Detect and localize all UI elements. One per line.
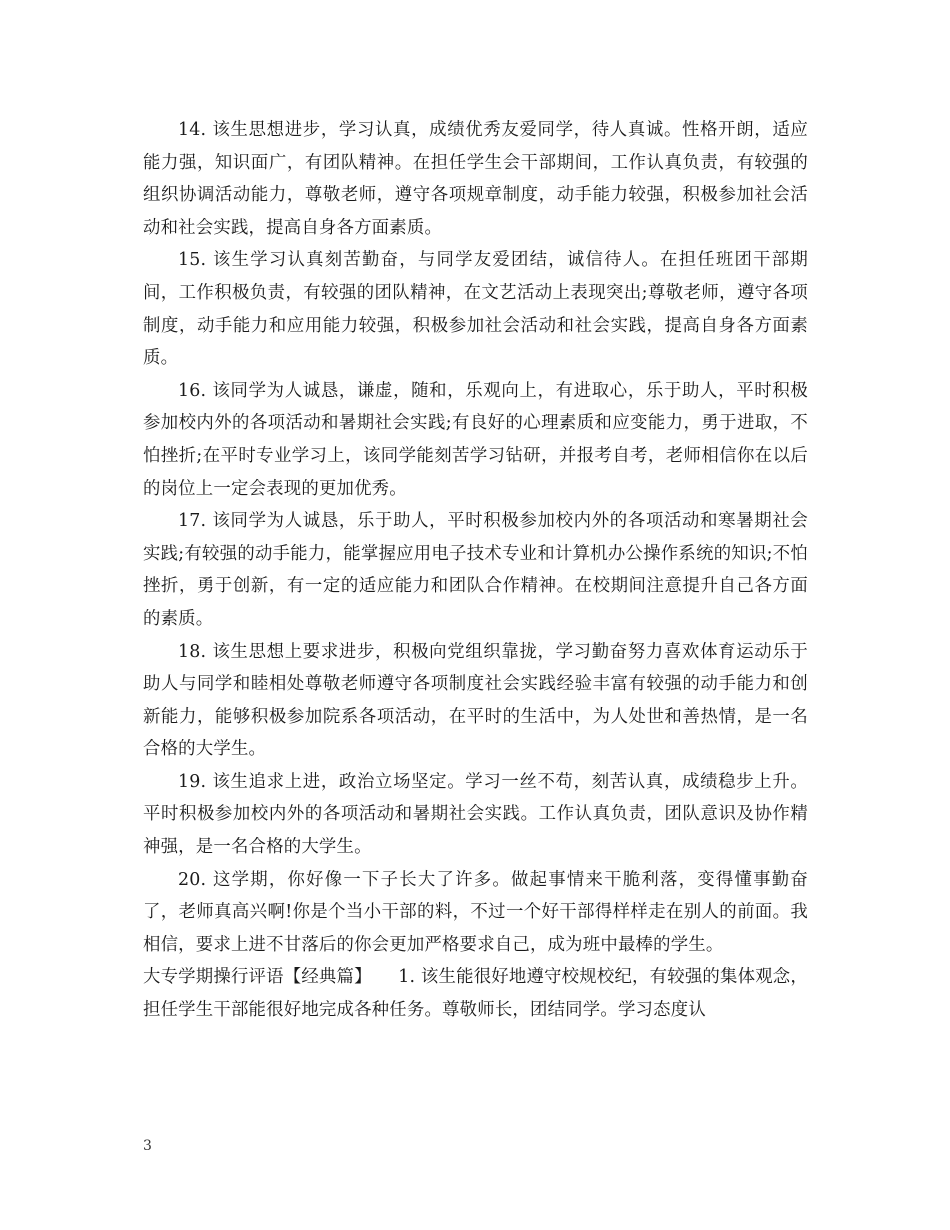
page-number: 3: [143, 1138, 152, 1154]
paragraph-16: 16. 该同学为人诚恳，谦虚，随和，乐观向上，有进取心，乐于助人，平时积极参加校内外的各项活动和暑期社会实践;有良好的心理素质和应变能力，勇于进取，不怕挫折;在平时专业学习上，该同学能刻苦学习钻研，并报考自考，老师相信你在以后的岗位上一定会表现的更加优秀。: [143, 380, 808, 499]
paragraph-18: 18. 该生思想上要求进步，积极向党组织靠拢，学习勤奋努力喜欢体育运动乐于助人与同学和睦相处尊敬老师遵守各项制度社会实践经验丰富有较强的动手能力和创新能力，能够积极参加院系各项活动，在平时的生活中，为人处世和善热情，是一名合格的大学生。: [143, 641, 808, 760]
paragraph-17: 17. 该同学为人诚恳，乐于助人，平时积极参加校内外的各项活动和寒暑期社会实践;有较强的动手能力，能掌握应用电子技术专业和计算机办公操作系统的知识;不怕挫折，勇于创新，有一定的适应能力和团队合作精神。在校期间注意提升自己各方面的素质。: [143, 511, 808, 629]
paragraph-14: 14. 该生思想进步，学习认真，成绩优秀友爱同学，待人真诚。性格开朗，适应能力强，知识面广，有团队精神。在担任学生会干部期间，工作认真负责，有较强的组织协调活动能力，尊敬老师，遵守各项规章制度，动手能力较强，积极参加社会活动和社会实践，提高自身各方面素质。: [143, 120, 808, 238]
paragraph-20: 20. 这学期，你好像一下子长大了许多。做起事情来干脆利落，变得懂事勤奋了，老师真高兴啊!你是个当小干部的料，不过一个好干部得样样走在别人的前面。我相信，要求上进不甘落后的你会更加严格要求自己，成为班中最棒的学生。: [143, 869, 808, 955]
paragraph-19: 19. 该生追求上进，政治立场坚定。学习一丝不苟，刻苦认真，成绩稳步上升。平时积极参加校内外的各项活动和暑期社会实践。工作认真负责，团队意识及协作精神强，是一名合格的大学生。: [143, 771, 808, 858]
document-body: [143, 114, 808, 1027]
section-heading-paragraph: 大专学期操行评语【经典篇】 1. 该生能很好地遵守校规校纪，有较强的集体观念，担任学生干部能很好地完成各种任务。尊敬师长，团结同学。学习态度认: [143, 967, 808, 1021]
paragraph-15: 15. 该生学习认真刻苦勤奋，与同学友爱团结，诚信待人。在担任班团干部期间，工作积极负责，有较强的团队精神，在文艺活动上表现突出;尊敬老师，遵守各项制度，动手能力和应用能力较强，积极参加社会活动和社会实践，提高自身各方面素质。: [143, 250, 808, 369]
